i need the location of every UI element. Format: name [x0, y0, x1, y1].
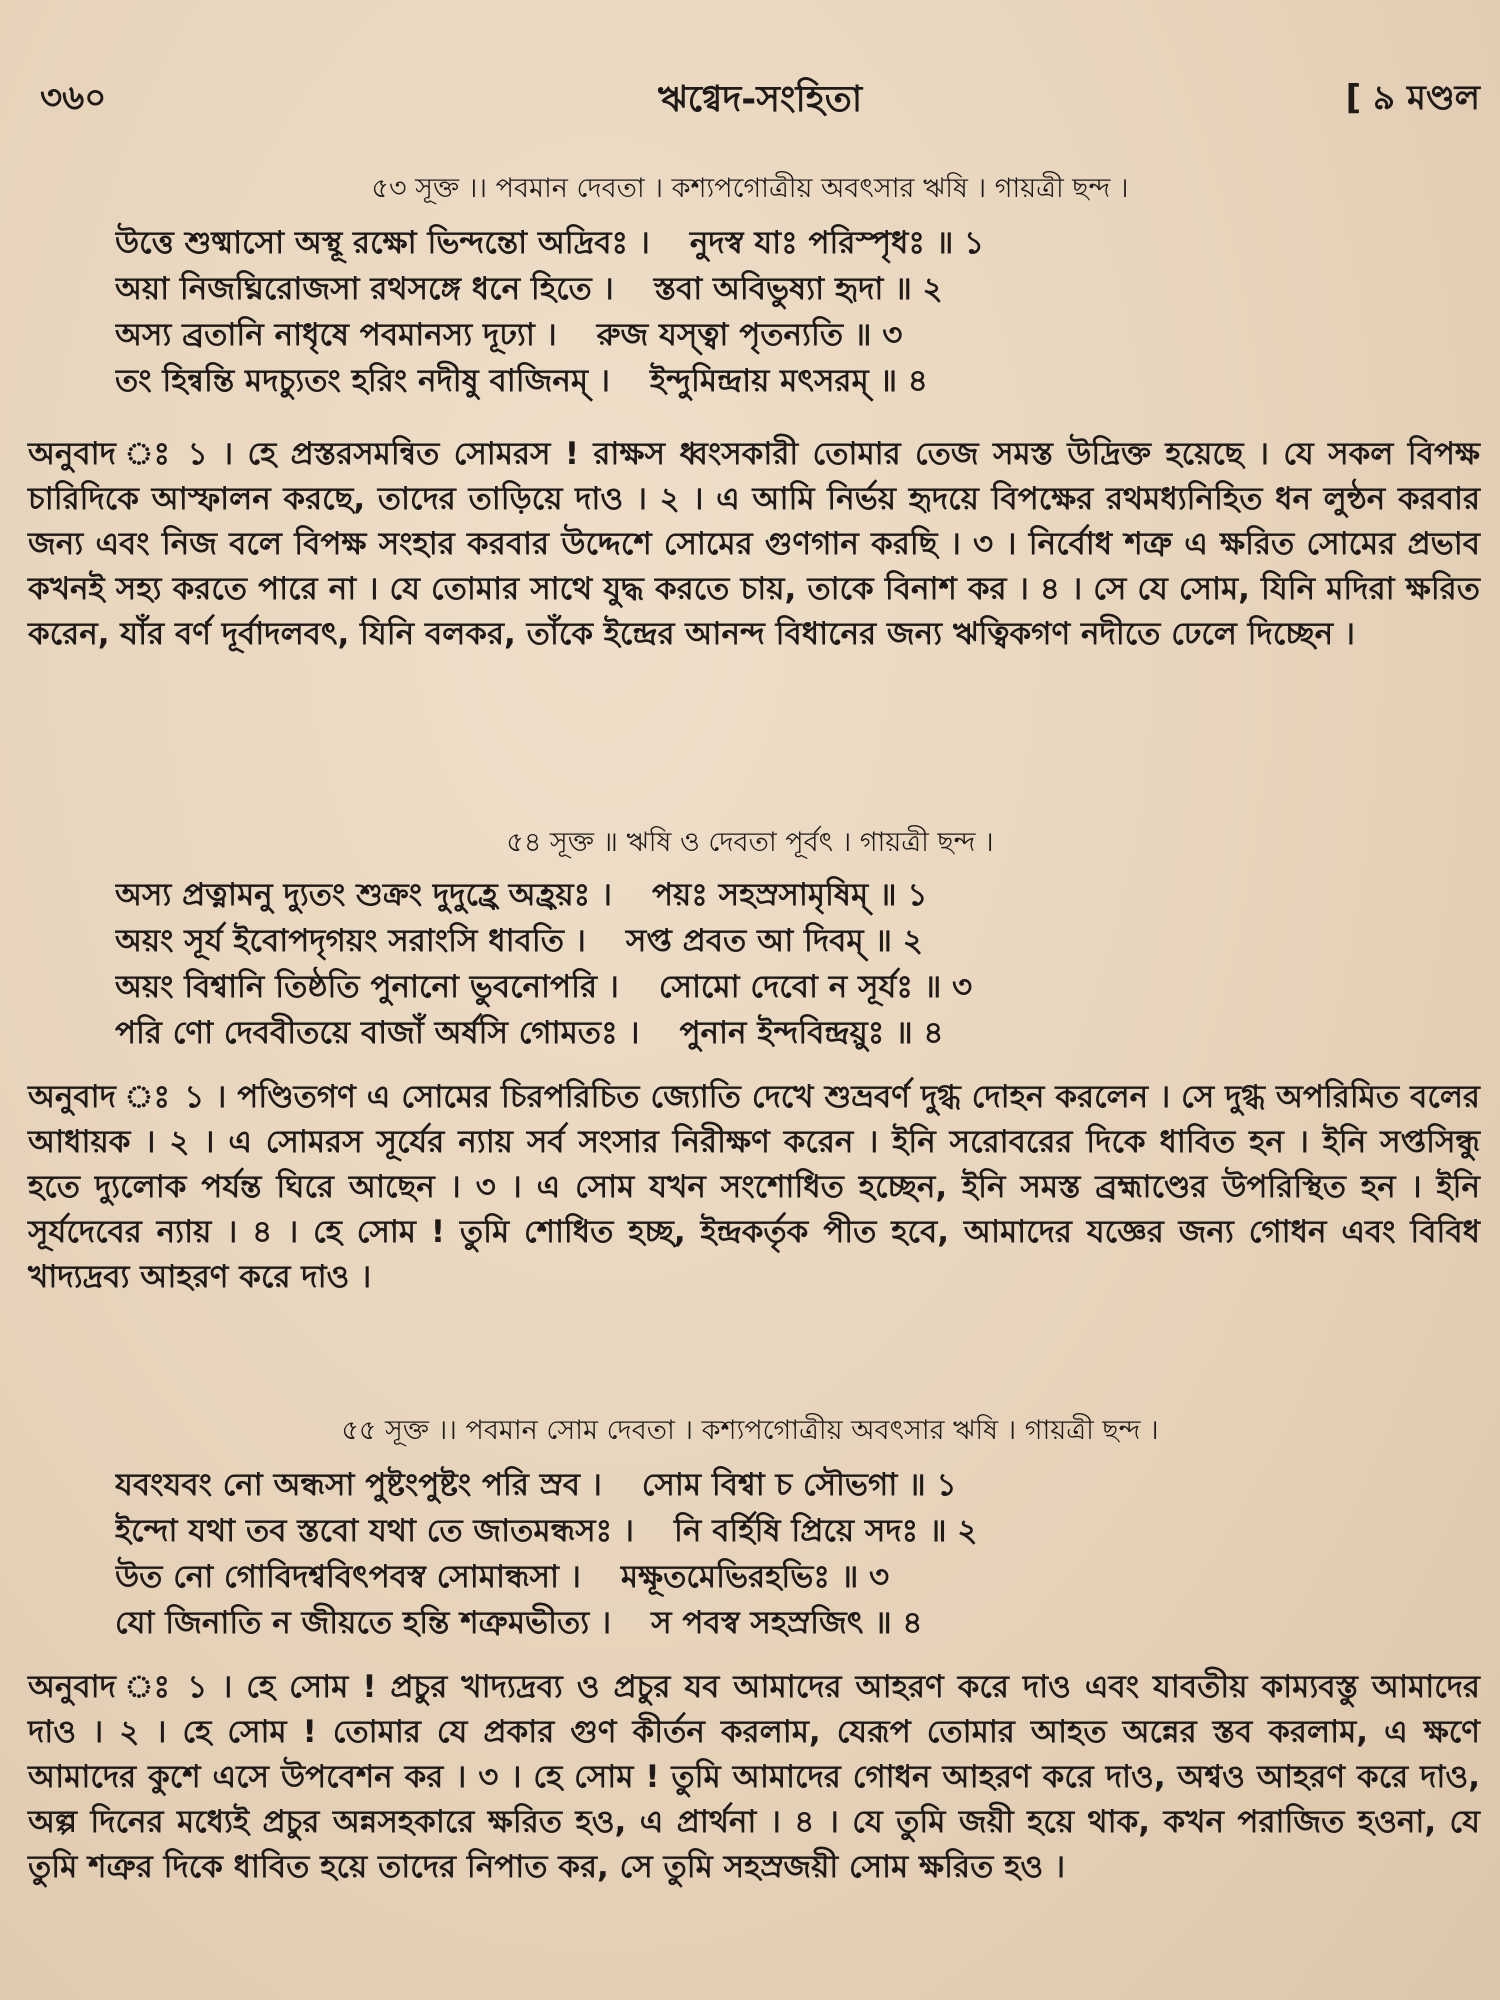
translation-label: অনুবাদ ঃ — [28, 1669, 174, 1705]
verse-first-half: অয়ং বিশ্বানি তিষ্ঠতি পুনানো ভুবনোপরি । — [115, 969, 619, 1005]
verse-block — [115, 1462, 1440, 1646]
verse-line — [115, 918, 1440, 964]
verse-first-half: ইন্দো যথা তব স্তবো যথা তে জাতমন্ধসঃ । — [115, 1513, 635, 1549]
verse-first-half: পরি ণো দেববীতয়ে বাজাঁ অর্ষসি গোমতঃ । — [115, 1015, 640, 1051]
page-number: ৩৬০ — [40, 78, 107, 118]
verse-line — [115, 1554, 1440, 1600]
verse-second-half: ইন্দুমিন্দ্রায় মৎসরম্ ॥ ৪ — [649, 363, 928, 399]
verse-first-half: উত নো গোবিদশ্ববিৎপবস্ব সোমান্ধসা । — [115, 1559, 581, 1595]
translation-label: অনুবাদ ঃ — [28, 1079, 171, 1115]
verse-first-half: অয়া নিজঘ্নিরোজসা রথসঙ্গে ধনে হিতে । — [115, 271, 614, 307]
sukta-heading: ৫৫ সূক্ত ।। পবমান সোম দেবতা । কশ্যপগোত্রীয় অবৎসার ঋষি । গায়ত্রী ছন্দ । — [341, 1415, 1159, 1446]
verse-second-half: পুনান ইন্দবিন্দ্রয়ুঃ ॥ ৪ — [679, 1015, 944, 1051]
verse-line — [115, 312, 1440, 358]
verse-second-half: সোমো দেবো ন সূর্যঃ ॥ ৩ — [658, 969, 973, 1005]
translation-text: ১ । হে প্রস্তরসমন্বিত সোমরস ! রাক্ষস ধ্বংসকারী তোমার তেজ সমস্ত উদ্রিক্ত হয়েছে । যে সকল বিপক্ষ চারিদিকে আস্ফালন করছে, তাদের তাড়িয়ে দাও । ২ । এ আমি নির্ভয় হৃদয়ে বিপক্ষের রথমধ্যনিহিত ধন লুন্ঠন করবার জন্য এবং নিজ বলে বিপক্ষ সংহার করবার উদ্দেশে সোমের গুণগান করছি । ৩ । নির্বোধ শত্রু এ ক্ষরিত সোমের প্রভাব কখনই সহ্য করতে পারে না । যে তোমার সাথে যুদ্ধ করতে চায়, তাকে বিনাশ কর । ৪ । সে যে সোম, যিনি মদিরা ক্ষরিত করেন, যাঁর বর্ণ দূর্বাদলবৎ, যিনি বলকর, তাঁকে ইন্দ্রের আনন্দ বিধানের জন্য ঋত্বিকগণ নদীতে ঢেলে দিচ্ছেন । — [28, 436, 1480, 652]
verse-second-half: রুজ যস্ত্বা পৃতন্যতি ॥ ৩ — [596, 317, 903, 353]
translation-paragraph — [28, 1665, 1480, 1890]
section-marker: [ ৯ মণ্ডল — [1345, 78, 1480, 118]
verse-line — [115, 964, 1440, 1010]
verse-line — [115, 358, 1440, 404]
translation-paragraph — [28, 1075, 1480, 1300]
verse-first-half: যো জিনাতি ন জীয়তে হন্তি শত্রুমভীত্য । — [115, 1605, 612, 1641]
translation-paragraph — [28, 432, 1480, 657]
verse-second-half: নুদস্ব যাঃ পরিস্পৃধঃ ॥ ১ — [689, 225, 985, 261]
verse-second-half: সোম বিশ্বা চ সৌভগা ॥ ১ — [641, 1467, 957, 1503]
verse-second-half: সপ্ত প্রবত আ দিবম্ ॥ ২ — [625, 923, 923, 959]
verse-block — [115, 220, 1440, 404]
verse-line — [115, 220, 1440, 266]
verse-second-half: পয়ঃ সহস্রসামৃষিম্ ॥ ১ — [651, 877, 928, 913]
page-title: ঋগ্বেদ-সংহিতা — [657, 79, 863, 120]
verse-second-half: স পবস্ব সহস্রজিৎ ॥ ৪ — [651, 1605, 923, 1641]
verse-line — [115, 266, 1440, 312]
verse-first-half: তং হিন্বন্তি মদচ্যুতং হরিং নদীষু বাজিনম্ । — [115, 363, 610, 399]
translation-label: অনুবাদ ঃ — [28, 436, 174, 472]
verse-second-half: মক্ষূতমেভিরহভিঃ ॥ ৩ — [620, 1559, 890, 1595]
sukta-heading: ৫৪ সূক্ত ॥ ঋষি ও দেবতা পূর্বৎ । গায়ত্রী ছন্দ । — [506, 827, 994, 858]
page-header — [40, 72, 1480, 122]
verse-first-half: অস্য ব্রতানি নাধৃষে পবমানস্য দূঢ্যা । — [115, 317, 557, 353]
verse-first-half: যবংযবং নো অন্ধসা পুষ্টংপুষ্টং পরি স্রব । — [115, 1467, 602, 1503]
verse-line — [115, 1508, 1440, 1554]
verse-block — [115, 872, 1440, 1056]
verse-first-half: উত্তে শুষ্মাসো অস্থূ রক্ষো ভিন্দন্তো অদ্রিবঃ । — [115, 225, 650, 261]
verse-line — [115, 1010, 1440, 1056]
translation-text: ১ । হে সোম ! প্রচুর খাদ্যদ্রব্য ও প্রচুর যব আমাদের আহরণ করে দাও এবং যাবতীয় কাম্যবস্তু আমাদের দাও । ২ । হে সোম ! তোমার যে প্রকার গুণ কীর্তন করলাম, যেরূপ তোমার আহত অন্নের স্তব করলাম, এ ক্ষণে আমাদের কুশে এসে উপবেশন কর । ৩ । হে সোম ! তুমি আমাদের গোধন আহরণ করে দাও, অশ্বও আহরণ করে দাও, অল্প দিনের মধ্যেই প্রচুর অন্নসহকারে ক্ষরিত হও, এ প্রার্থনা । ৪ । যে তুমি জয়ী হয়ে থাক, কখন পরাজিত হওনা, যে তুমি শত্রুর দিকে ধাবিত হয়ে তাদের নিপাত কর, সে তুমি সহস্রজয়ী সোম ক্ষরিত হও । — [28, 1669, 1480, 1885]
sukta-heading: ৫৩ সূক্ত ।। পবমান দেবতা । কশ্যপগোত্রীয় অবৎসার ঋষি । গায়ত্রী ছন্দ । — [371, 173, 1129, 204]
verse-line — [115, 1462, 1440, 1508]
verse-first-half: অস্য প্রত্নামনু দ্যুতং শুক্রং দুদুহ্রে অহ্রয়ঃ । — [115, 877, 612, 913]
verse-second-half: স্তবা অবিভুষ্যা হৃদা ॥ ২ — [653, 271, 943, 307]
verse-second-half: নি বর্হিষি প্রিয়ে সদঃ ॥ ২ — [674, 1513, 978, 1549]
verse-line — [115, 1600, 1440, 1646]
verse-first-half: অয়ং সূর্য ইবোপদৃগয়ং সরাংসি ধাবতি । — [115, 923, 586, 959]
translation-text: ১ । পণ্ডিতগণ এ সোমের চিরপরিচিত জ্যোতি দেখে শুভ্রবর্ণ দুগ্ধ দোহন করলেন । সে দুগ্ধ অপরিমিত বলের আধায়ক । ২ । এ সোমরস সূর্যের ন্যায় সর্ব সংসার নিরীক্ষণ করেন । ইনি সরোবরের দিকে ধাবিত হন । ইনি সপ্তসিন্ধু হতে দ্যুলোক পর্যন্ত ঘিরে আছেন । ৩ । এ সোম যখন সংশোধিত হচ্ছেন, ইনি সমস্ত ব্রহ্মাণ্ডের উপরিস্থিত হন । ইনি সূর্যদেবের ন্যায় । ৪ । হে সোম ! তুমি শোধিত হচ্ছ, ইন্দ্রকর্তৃক পীত হবে, আমাদের যজ্ঞের জন্য গোধন এবং বিবিধ খাদ্যদ্রব্য আহরণ করে দাও । — [28, 1079, 1480, 1295]
verse-line — [115, 872, 1440, 918]
